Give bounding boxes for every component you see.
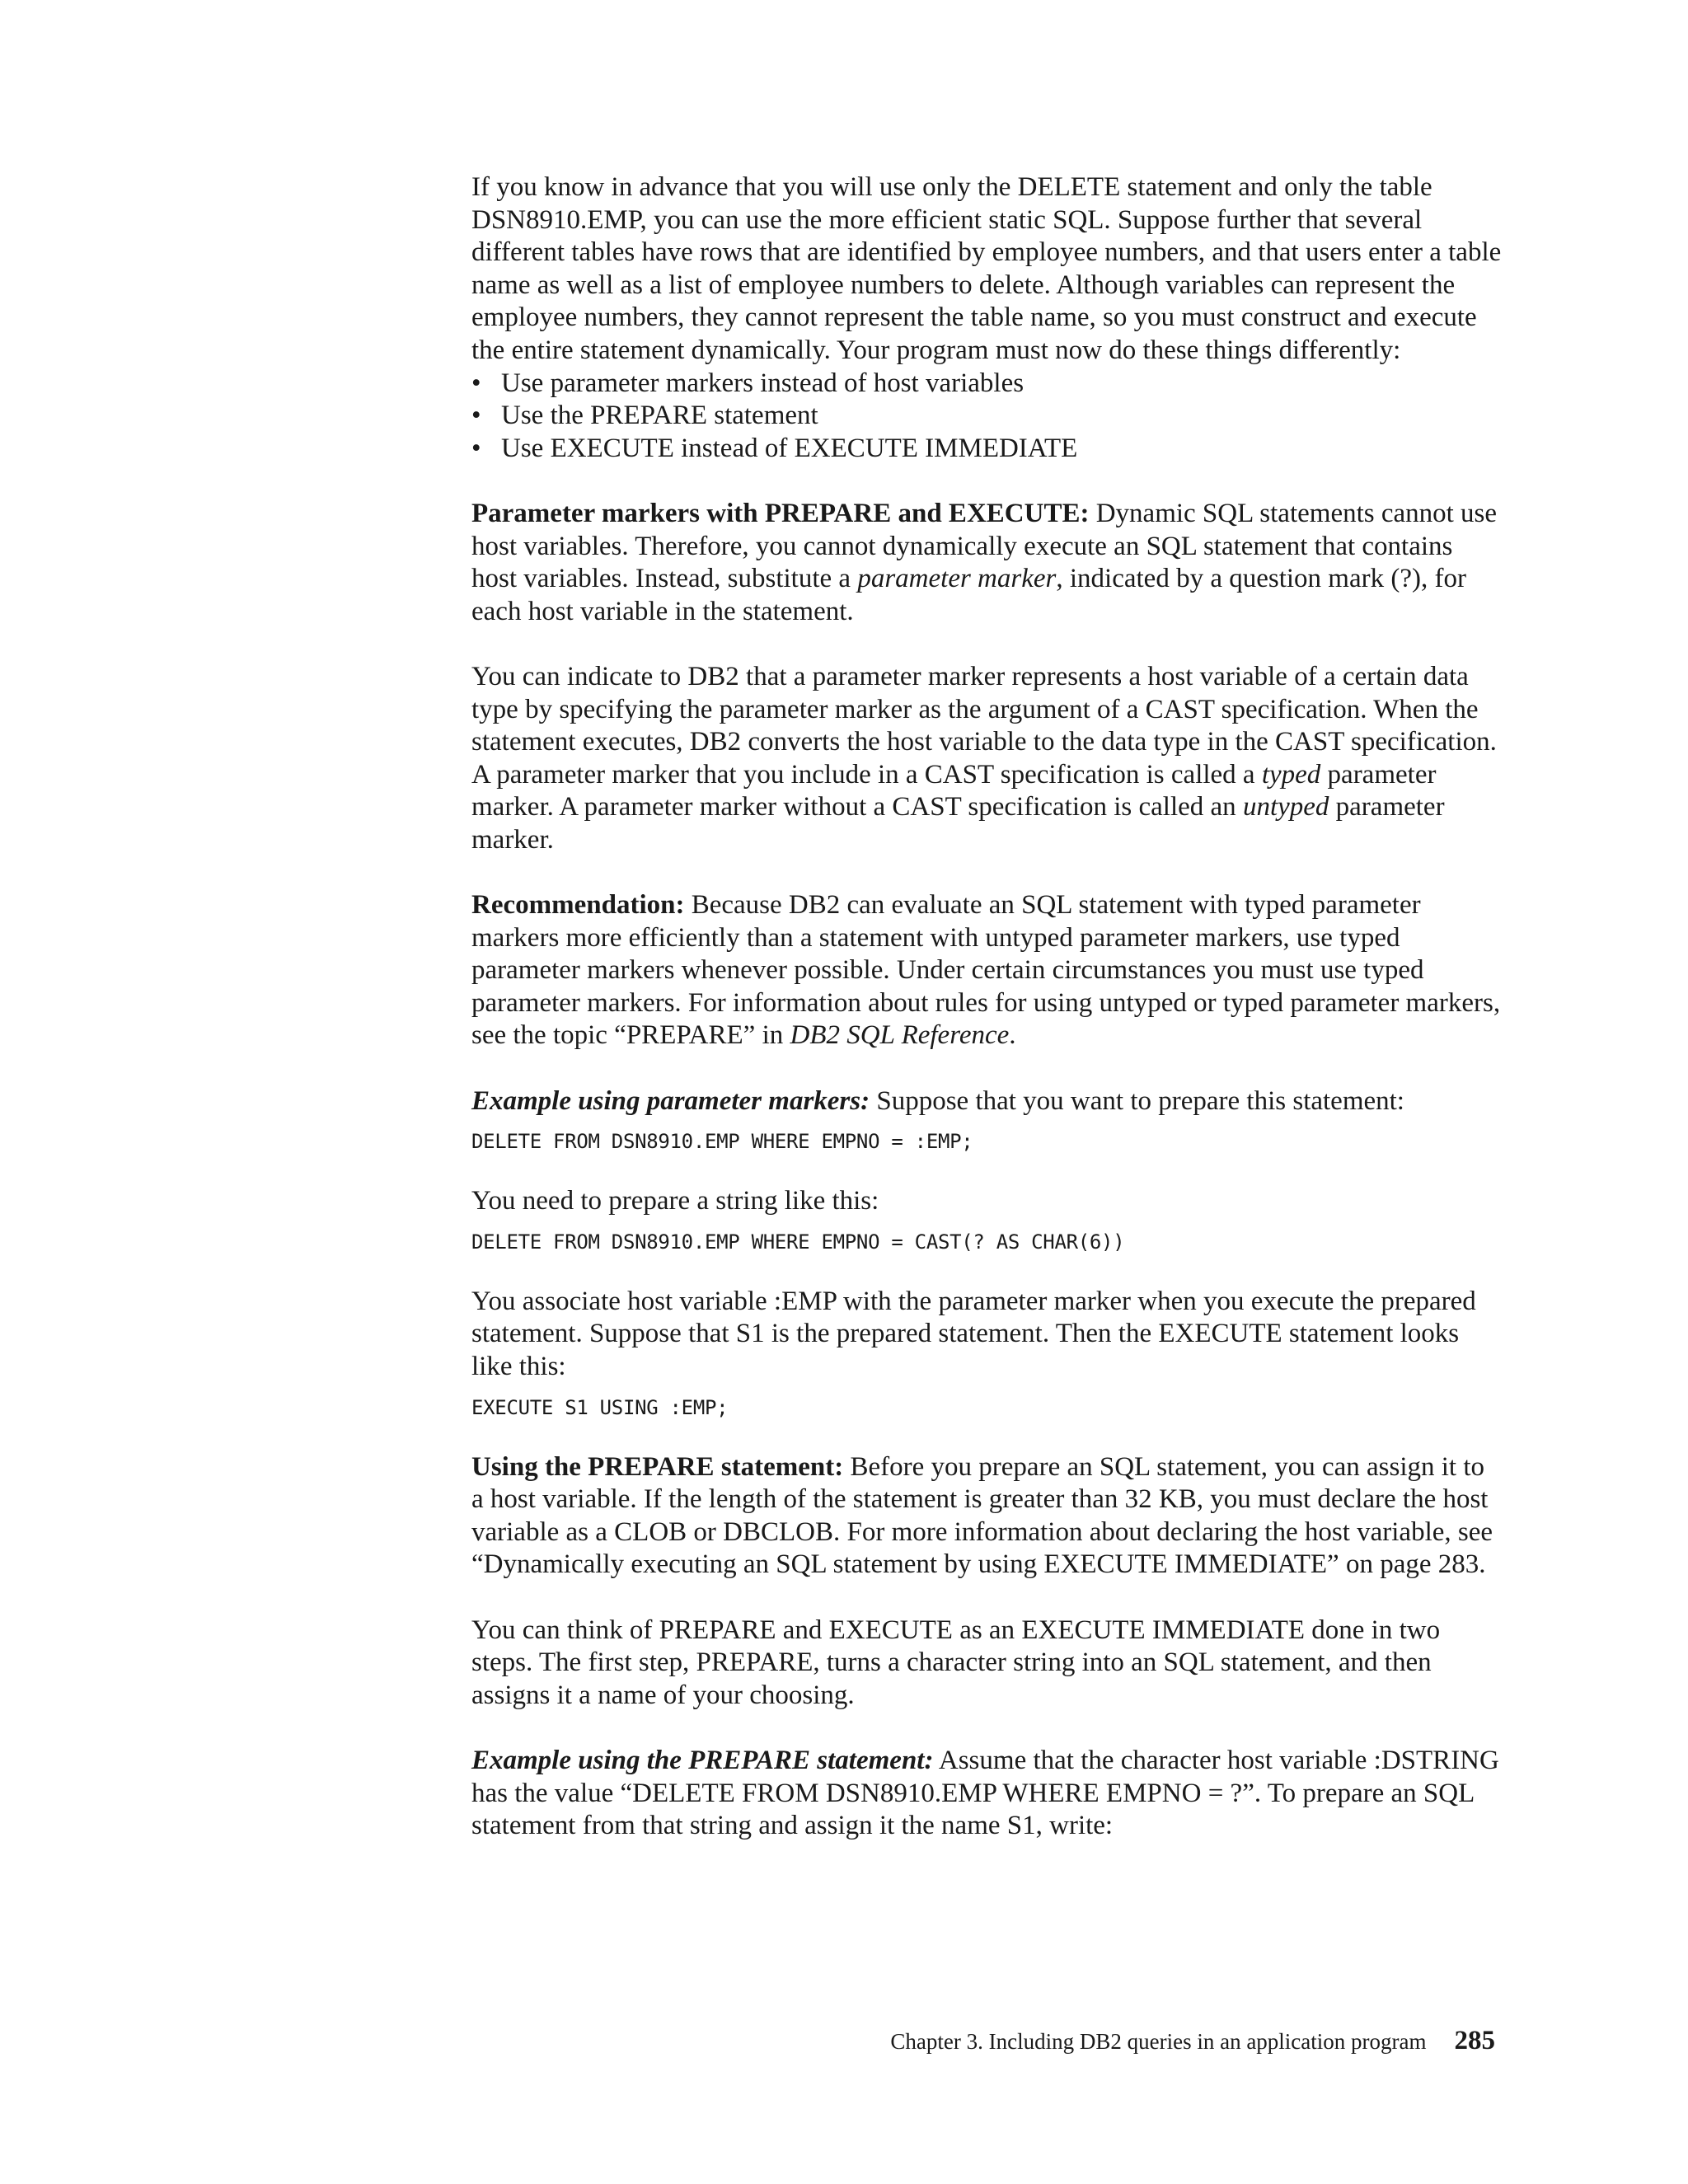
term-parameter-marker: parameter marker <box>857 564 1057 594</box>
list-item <box>471 433 1502 466</box>
cast-paragraph <box>471 661 1502 857</box>
spacer <box>471 628 1502 661</box>
parameter-markers-paragraph <box>471 498 1502 628</box>
code-sample: DELETE FROM DSN8910.EMP WHERE EMPNO = CAST(? AS CHAR(6)) <box>471 1230 1125 1254</box>
spacer <box>471 1254 1502 1286</box>
list-item-text: Use the PREPARE statement <box>501 401 818 431</box>
spacer <box>471 1582 1502 1615</box>
page-number: 285 <box>1454 2026 1495 2055</box>
list-item-text: Use EXECUTE instead of EXECUTE IMMEDIATE <box>501 433 1078 463</box>
list-item-text: Use parameter markers instead of host variables <box>501 368 1025 398</box>
code-sample: EXECUTE S1 USING :EMP; <box>471 1395 729 1419</box>
body-text: Assume that the character host variable :DSTRING has the value “DELETE FROM DSN8910.EMP WHERE EMPNO = ?”. To prepare an SQL statement from that string and assign it the name S1, write: <box>471 1745 1499 1841</box>
run-in-heading: Example using parameter markers: <box>471 1085 870 1116</box>
term-typed: typed <box>1261 759 1321 790</box>
body-text: Before you prepare an SQL statement, you can assign it to a host variable. If the length of the statement is greater than 32 KB, you must declare the host variable as a CLOB or DBCLOB. For more information about declaring the host variable, see “Dynamically executing an SQL statement by using EXECUTE IMMEDIATE” on page 283. <box>471 1451 1493 1580</box>
intro-bullet-list <box>471 368 1502 466</box>
spacer <box>471 1712 1502 1745</box>
prepare-string-paragraph: You need to prepare a string like this: <box>471 1186 879 1216</box>
body-text: Dynamic SQL statements cannot use host variables. Therefore, you cannot dynamically execute an SQL statement that contains host variables. Instead, substitute a <box>471 498 1498 594</box>
book-reference: DB2 SQL Reference <box>790 1020 1010 1051</box>
body-text: , indicated by a question mark (?), for each host variable in the statement. <box>471 564 1466 626</box>
intro-paragraph: If you know in advance that you will use only the DELETE statement and only the table DSN8910.EMP, you can use the more efficient static SQL. Suppose further that several different tables have rows that are identified by employee numbers, and that users enter a table name as well as a list of employee numbers to delete. Although variables can represent the employee numbers, they cannot represent the table name, so you must construct and execute the entire statement dynamically. Your program must now do these things differently: <box>471 172 1502 365</box>
bullet-icon: • <box>471 401 481 431</box>
example-prepare-paragraph <box>471 1745 1502 1843</box>
spacer <box>471 1052 1502 1085</box>
code-sample: DELETE FROM DSN8910.EMP WHERE EMPNO = :EMP; <box>471 1130 973 1154</box>
example-parameter-markers-paragraph <box>471 1085 1502 1118</box>
page-body <box>471 171 1502 1843</box>
run-in-heading: Recommendation: <box>471 890 685 921</box>
spacer <box>471 856 1502 889</box>
list-item <box>471 368 1502 401</box>
recommendation-paragraph <box>471 889 1502 1052</box>
bullet-icon: • <box>471 368 481 398</box>
page-footer <box>471 2026 1495 2056</box>
using-prepare-paragraph <box>471 1451 1502 1582</box>
body-text: Because DB2 can evaluate an SQL statement with typed parameter markers more efficiently than a statement with untyped parameter markers, use typed parameter markers whenever possible. Under certain circumstances you must use typed parameter markers. For information about rules for using untyped or typed parameter markers, see the topic “PREPARE” in <box>471 890 1501 1051</box>
associate-paragraph: You associate host variable :EMP with the parameter marker when you execute the prepared statement. Suppose that S1 is the prepared statement. Then the EXECUTE statement looks like this: <box>471 1286 1476 1381</box>
spacer <box>471 465 1502 498</box>
body-text: parameter marker. <box>471 792 1445 855</box>
think-paragraph: You can think of PREPARE and EXECUTE as an EXECUTE IMMEDIATE done in two steps. The first step, PREPARE, turns a character string into an SQL statement, and then assigns it a name of your choosing. <box>471 1615 1441 1710</box>
body-text: . <box>1009 1020 1016 1051</box>
run-in-heading: Parameter markers with PREPARE and EXECUTE: <box>471 498 1090 528</box>
bullet-icon: • <box>471 433 481 463</box>
spacer <box>471 1420 1502 1451</box>
body-text: Suppose that you want to prepare this statement: <box>870 1085 1404 1116</box>
chapter-title: Chapter 3. Including DB2 queries in an application program <box>890 2029 1427 2054</box>
spacer <box>471 1154 1502 1185</box>
run-in-heading: Using the PREPARE statement: <box>471 1451 844 1482</box>
term-untyped: untyped <box>1242 792 1329 823</box>
body-text: parameter marker. A parameter marker without a CAST specification is called an <box>471 759 1437 823</box>
list-item <box>471 400 1502 433</box>
run-in-heading: Example using the PREPARE statement: <box>471 1745 934 1775</box>
body-text: You can indicate to DB2 that a parameter marker represents a host variable of a certain data type by specifying the parameter marker as the argument of a CAST specification. When the statement executes, DB2 converts the host variable to the data type in the CAST specification. A parameter marker that you include in a CAST specification is called a <box>471 661 1497 790</box>
